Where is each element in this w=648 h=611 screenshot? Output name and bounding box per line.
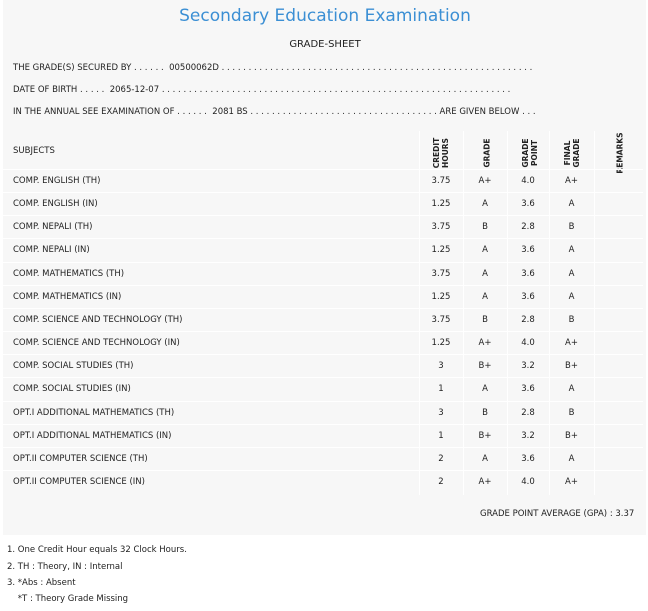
grade-sheet-subtitle: GRADE-SHEET — [289, 39, 361, 50]
grade-point-cell: 4.0 — [521, 338, 535, 349]
table-row — [3, 308, 643, 331]
credit-hours-cell: 2 — [438, 476, 444, 487]
remarks-cell — [594, 263, 643, 285]
subject-cell: COMP. SOCIAL STUDIES (TH) — [13, 361, 134, 372]
remarks-cell — [594, 332, 643, 354]
final-grade-cell: B — [568, 314, 575, 325]
grade-cell: A — [482, 384, 488, 395]
note-theory-internal: 2. TH : Theory, IN : Internal — [7, 562, 123, 572]
column-divider — [463, 131, 464, 495]
date-of-birth-line: DATE OF BIRTH . . . . . 2065-12-07 . . . . . . . . . . . . . . . . . . . . . . . . . . . . . . . . . . . . . . . . . . . . . . . . . . . . . . . . . . . . . . . . . — [13, 85, 511, 95]
exam-title: Secondary Education Examination — [179, 6, 471, 26]
grade-point-cell: 2.8 — [521, 314, 535, 325]
grade-cell: B — [482, 314, 488, 325]
grade-cell: B — [482, 407, 488, 418]
grade-cell: B+ — [478, 361, 492, 372]
credit-hours-cell: 3.75 — [431, 176, 451, 186]
grade-point-cell: 3.6 — [521, 245, 535, 256]
credit-hours-cell: 3.75 — [431, 314, 451, 325]
final-grade-header-text: FINAL GRADE — [563, 138, 581, 168]
final-grade-cell: A — [568, 199, 575, 210]
subject-cell: COMP. MATHEMATICS (TH) — [13, 268, 125, 279]
subject-cell: OPT.II COMPUTER SCIENCE (IN) — [13, 476, 145, 487]
table-row — [3, 331, 643, 354]
grade-point-header-text: GRADE POINT — [521, 138, 539, 168]
grade-point-cell: 3.2 — [521, 430, 535, 441]
table-row — [3, 192, 643, 215]
credit-hours-cell: 1.25 — [431, 199, 451, 210]
final-grade-cell: A+ — [565, 338, 578, 349]
credit-hours-cell: 3 — [438, 361, 444, 372]
note-absent: 3. *Abs : Absent — [7, 578, 76, 588]
remarks-cell — [594, 193, 643, 215]
grade-point-cell: 4.0 — [521, 176, 535, 186]
remarks-cell — [594, 355, 643, 377]
grade-cell: A — [482, 453, 488, 464]
final-grade-cell: A+ — [565, 176, 578, 186]
note-theory-missing: *T : Theory Grade Missing — [7, 594, 129, 604]
final-grade-cell: A — [568, 268, 575, 279]
grade-point-cell: 3.6 — [521, 453, 535, 464]
credit-hours-header-text: CREDIT HOURS — [432, 137, 450, 169]
credit-hours-cell: 1.25 — [431, 338, 451, 349]
remarks-cell — [594, 448, 643, 470]
gpa-summary: GRADE POINT AVERAGE (GPA) : 3.37 — [480, 509, 635, 519]
grade-point-cell: 3.2 — [521, 361, 535, 372]
grade-cell: A+ — [478, 176, 492, 186]
final-grade-cell: B+ — [565, 430, 578, 441]
remarks-cell — [594, 425, 643, 447]
subject-cell: COMP. ENGLISH (IN) — [13, 199, 98, 210]
grade-cell: A — [482, 199, 488, 210]
final-grade-cell: A — [568, 384, 575, 395]
subject-cell: COMP. SOCIAL STUDIES (IN) — [13, 384, 131, 395]
final-grade-cell: A — [568, 245, 575, 256]
grade-cell: A — [482, 291, 488, 302]
table-row — [3, 424, 643, 447]
note-credit-hour: 1. One Credit Hour equals 32 Clock Hours. — [7, 545, 187, 555]
remarks-cell — [594, 216, 643, 238]
grade-cell: A+ — [478, 338, 492, 349]
remarks-cell — [594, 286, 643, 308]
grade-cell: A — [482, 268, 488, 279]
column-divider — [549, 131, 550, 495]
credit-hours-cell: 3.75 — [431, 268, 451, 279]
table-row — [3, 377, 643, 400]
subject-cell: COMP. MATHEMATICS (IN) — [13, 291, 122, 302]
credit-hours-cell: 2 — [438, 453, 444, 464]
grade-cell: A+ — [478, 476, 492, 487]
final-grade-cell: B — [568, 407, 575, 418]
column-divider — [507, 131, 508, 495]
credit-hours-cell: 3.75 — [431, 222, 451, 233]
subjects-column-header: SUBJECTS — [13, 146, 55, 156]
grade-point-cell: 3.6 — [521, 199, 535, 210]
grade-cell: B — [482, 222, 488, 233]
final-grade-cell: B+ — [565, 361, 578, 372]
grade-point-cell: 4.0 — [521, 476, 535, 487]
remarks-cell — [594, 309, 643, 331]
subject-cell: COMP. NEPALI (TH) — [13, 222, 93, 233]
credit-hours-cell: 3 — [438, 407, 444, 418]
final-grade-cell: A — [568, 291, 575, 302]
credit-hours-cell: 1.25 — [431, 245, 451, 256]
column-divider — [419, 131, 420, 495]
table-row — [3, 262, 643, 285]
subject-cell: COMP. SCIENCE AND TECHNOLOGY (IN) — [13, 338, 180, 349]
remarks-cell — [594, 402, 643, 424]
subject-cell: OPT.I ADDITIONAL MATHEMATICS (TH) — [13, 407, 175, 418]
grade-point-cell: 3.6 — [521, 384, 535, 395]
remarks-cell — [594, 239, 643, 261]
annual-exam-line: IN THE ANNUAL SEE EXAMINATION OF . . . . . . 2081 BS . . . . . . . . . . . . . . . . . . . . . . . . . . . . . . . . . . . ARE GIVEN BELOW . . . — [13, 107, 536, 117]
subject-cell: OPT.I ADDITIONAL MATHEMATICS (IN) — [13, 430, 172, 441]
table-row — [3, 354, 643, 377]
credit-hours-cell: 1.25 — [431, 291, 451, 302]
table-row — [3, 401, 643, 424]
grade-point-cell: 2.8 — [521, 407, 535, 418]
final-grade-cell: A+ — [565, 476, 578, 487]
remarks-cell — [594, 378, 643, 400]
grade-point-cell: 3.6 — [521, 268, 535, 279]
grade-secured-by-line: THE GRADE(S) SECURED BY . . . . . . 00500062D . . . . . . . . . . . . . . . . . . . . . . . . . . . . . . . . . . . . . . . . . . . . . . . . . . . . . . . . . . — [13, 63, 533, 73]
grade-point-cell: 2.8 — [521, 222, 535, 233]
table-row — [3, 285, 643, 308]
table-row — [3, 447, 643, 470]
grade-cell: B+ — [478, 430, 492, 441]
table-row — [3, 169, 643, 192]
subject-cell: COMP. NEPALI (IN) — [13, 245, 90, 256]
grade-point-cell: 3.6 — [521, 291, 535, 302]
subject-cell: COMP. ENGLISH (TH) — [13, 176, 101, 186]
final-grade-cell: A — [568, 453, 575, 464]
remarks-header-text: REMARKS — [615, 132, 625, 174]
remarks-cell — [594, 170, 643, 192]
final-grade-cell: B — [568, 222, 575, 233]
credit-hours-cell: 1 — [438, 430, 444, 441]
credit-hours-cell: 1 — [438, 384, 444, 395]
table-row — [3, 238, 643, 261]
grade-cell: A — [482, 245, 488, 256]
grade-header-text: GRADE — [482, 138, 492, 168]
subject-cell: COMP. SCIENCE AND TECHNOLOGY (TH) — [13, 314, 183, 325]
table-row — [3, 215, 643, 238]
subject-cell: OPT.II COMPUTER SCIENCE (TH) — [13, 453, 148, 464]
remarks-cell — [594, 471, 643, 493]
column-divider — [594, 131, 595, 495]
table-row — [3, 470, 643, 493]
